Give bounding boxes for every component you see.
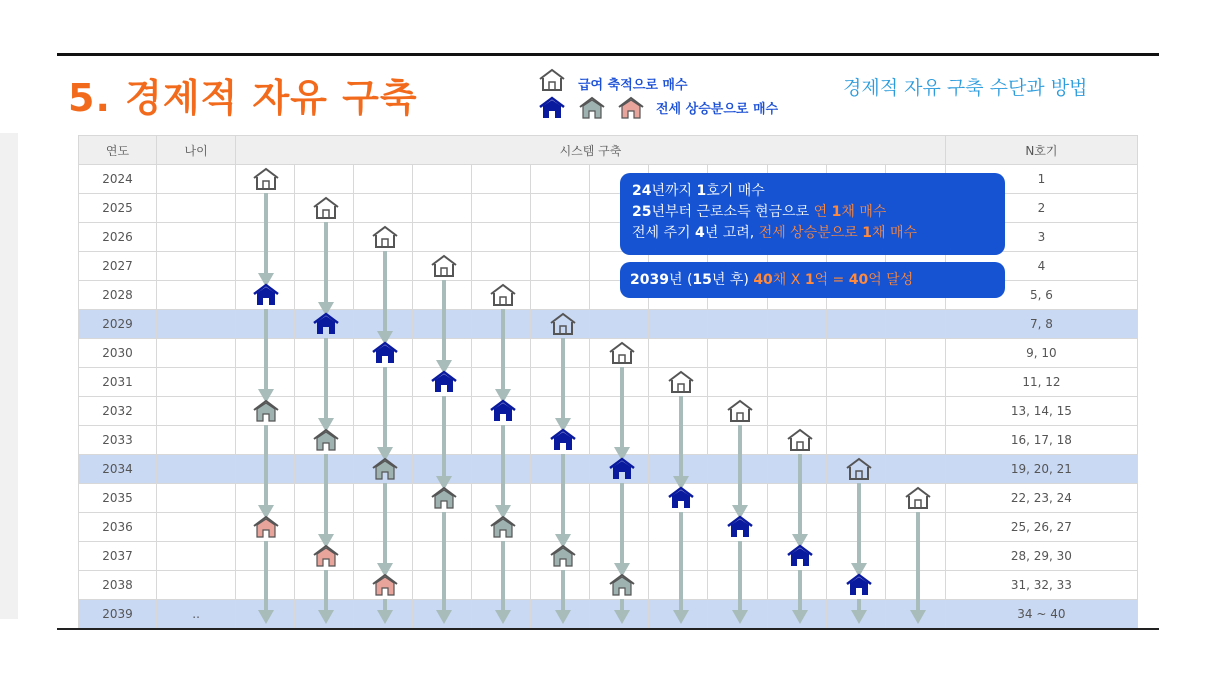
- year-cell: 2035: [79, 484, 157, 513]
- year-cell: 2027: [79, 252, 157, 281]
- callout-plan: [620, 173, 1005, 255]
- gray-house-icon: [610, 575, 634, 595]
- timeline-arrow: [732, 541, 748, 624]
- blue-house-icon: [373, 343, 397, 363]
- year-cell: 2031: [79, 368, 157, 397]
- pink-house-icon: [314, 546, 338, 566]
- gray-house-icon: [314, 430, 338, 450]
- timeline-arrow: [495, 541, 511, 624]
- timeline-arrow: [377, 483, 393, 577]
- n-cell: 5, 6: [945, 281, 1137, 310]
- gray-house-icon: [373, 459, 397, 479]
- blue-house-icon: [610, 459, 634, 479]
- n-cell: 22, 23, 24: [945, 484, 1137, 513]
- timeline-arrow: [436, 512, 452, 624]
- year-cell: 2026: [79, 223, 157, 252]
- callout-plan-line1: 24년까지 1호기 매수: [632, 183, 765, 199]
- n-cell: 31, 32, 33: [945, 571, 1137, 600]
- timeline-arrow: [258, 425, 274, 519]
- timeline-arrow: [851, 483, 867, 577]
- timeline-arrow: [732, 425, 748, 519]
- timeline-arrow: [318, 454, 334, 548]
- page-subtitle: 경제적 자유 구축 수단과 방법: [843, 77, 1088, 99]
- pink-house-icon: [254, 517, 278, 537]
- year-cell: 2036: [79, 513, 157, 542]
- timeline-arrow: [614, 483, 630, 577]
- outline-house-icon: [314, 198, 338, 218]
- year-cell: 2029: [79, 310, 157, 339]
- n-cell: 4: [945, 252, 1137, 281]
- timeline-arrow: [555, 338, 571, 432]
- blue-house-icon: [314, 314, 338, 334]
- n-cell: 13, 14, 15: [945, 397, 1137, 426]
- n-cell: 25, 26, 27: [945, 513, 1137, 542]
- outline-house-icon: [788, 430, 812, 450]
- year-cell: 2033: [79, 426, 157, 455]
- blue-house-icon: [728, 517, 752, 537]
- timeline-arrow: [555, 454, 571, 548]
- age-cell: ..: [157, 600, 236, 629]
- timeline-arrow: [910, 512, 926, 624]
- year-cell: 2025: [79, 194, 157, 223]
- timeline-arrow: [318, 222, 334, 316]
- timeline-arrow: [673, 396, 689, 490]
- outline-house-icon: [432, 256, 456, 276]
- n-cell: 11, 12: [945, 368, 1137, 397]
- timeline-arrow: [495, 309, 511, 403]
- blue-house-icon: [254, 285, 278, 305]
- year-cell: 2037: [79, 542, 157, 571]
- n-cell: 19, 20, 21: [945, 455, 1137, 484]
- timeline-arrow: [436, 396, 452, 490]
- callout-plan-line2: 25년부터 근로소득 현금으로 연 1채 매수: [632, 204, 887, 220]
- bottom-rule: [57, 628, 1159, 630]
- n-cell: 2: [945, 194, 1137, 223]
- outline-house-icon: [728, 401, 752, 421]
- outline-house-icon: [254, 169, 278, 189]
- outline-house-icon: [610, 343, 634, 363]
- year-cell: 2034: [79, 455, 157, 484]
- blue-house-icon: [432, 372, 456, 392]
- n-cell: 34 ~ 40: [945, 600, 1137, 629]
- outline-house-icon: [491, 285, 515, 305]
- n-cell: 3: [945, 223, 1137, 252]
- timeline-arrow: [555, 570, 571, 624]
- n-cell: 28, 29, 30: [945, 542, 1137, 571]
- year-cell: 2030: [79, 339, 157, 368]
- year-cell: 2038: [79, 571, 157, 600]
- timeline-arrow: [495, 425, 511, 519]
- timeline-arrow: [792, 570, 808, 624]
- timeline-arrow: [851, 599, 867, 624]
- n-cell: 1: [945, 165, 1137, 194]
- timeline-arrow: [614, 599, 630, 624]
- timeline-arrow: [258, 309, 274, 403]
- gray-house-icon: [254, 401, 278, 421]
- gray-house-icon: [432, 488, 456, 508]
- timeline-arrow: [258, 193, 274, 287]
- legend-salary-purchase: 급여 축적으로 매수: [578, 78, 688, 93]
- n-cell: 7, 8: [945, 310, 1137, 339]
- outline-house-icon: [847, 459, 871, 479]
- blue-house-icon: [669, 488, 693, 508]
- outline-house-icon: [551, 314, 575, 334]
- timeline-arrow: [377, 599, 393, 624]
- header-age: 나이: [157, 136, 236, 165]
- outline-house-icon: [906, 488, 930, 508]
- timeline-arrow: [614, 367, 630, 461]
- timeline-arrow: [318, 338, 334, 432]
- n-cell: 16, 17, 18: [945, 426, 1137, 455]
- legend-jeonse-purchase: 전세 상승분으로 매수: [656, 102, 779, 117]
- timeline-arrow: [673, 512, 689, 624]
- blue-house-icon: [491, 401, 515, 421]
- timeline-arrow: [436, 280, 452, 374]
- year-cell: 2028: [79, 281, 157, 310]
- year-cell: 2024: [79, 165, 157, 194]
- year-cell: 2032: [79, 397, 157, 426]
- n-cell: 9, 10: [945, 339, 1137, 368]
- pink-house-icon: [373, 575, 397, 595]
- outline-house-icon: [669, 372, 693, 392]
- page-title: 5. 경제적 자유 구축: [68, 76, 418, 120]
- gray-house-icon: [551, 546, 575, 566]
- header-n: N호기: [945, 136, 1137, 165]
- header-year: 연도: [79, 136, 157, 165]
- header-system: 시스템 구축: [236, 136, 946, 165]
- callout-goal: 2039년 (15년 후) 40채 X 1억 = 40억 달성: [620, 262, 1005, 298]
- outline-house-icon: [373, 227, 397, 247]
- timeline-arrow: [377, 367, 393, 461]
- blue-house-icon: [551, 430, 575, 450]
- timeline-arrow: [318, 570, 334, 624]
- blue-house-icon: [788, 546, 812, 566]
- callout-plan-line3: 전세 주기 4년 고려, 전세 상승분으로 1채 매수: [632, 225, 918, 241]
- timeline-arrow: [258, 541, 274, 624]
- blue-house-icon: [847, 575, 871, 595]
- timeline-arrow: [792, 454, 808, 548]
- year-cell: 2039: [79, 600, 157, 629]
- gray-house-icon: [491, 517, 515, 537]
- timeline-arrow: [377, 251, 393, 345]
